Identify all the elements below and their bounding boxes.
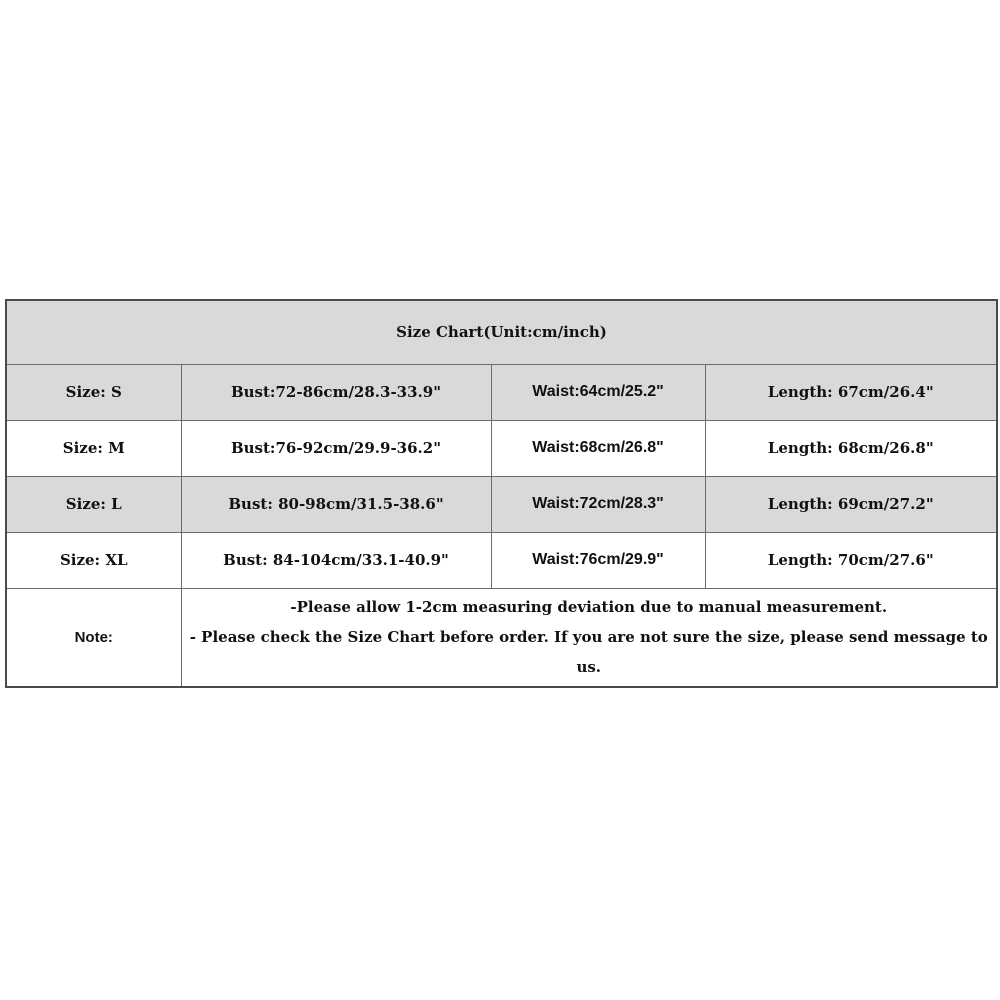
size-cell: Size: S: [6, 364, 181, 420]
note-line-2: - Please check the Size Chart before order. If you are not sure the size, please send message to us.: [189, 628, 988, 677]
length-cell: Length: 67cm/26.4": [705, 364, 997, 420]
bust-cell: Bust: 80-98cm/31.5-38.6": [181, 476, 491, 532]
size-cell: Size: M: [6, 420, 181, 476]
waist-cell: Waist:68cm/26.8": [491, 420, 705, 476]
note-row: [6, 588, 997, 687]
waist-cell: Waist:64cm/25.2": [491, 364, 705, 420]
table-row: [6, 364, 997, 420]
size-cell: Size: XL: [6, 532, 181, 588]
size-chart-title-row: [6, 300, 997, 364]
bust-cell: Bust:72-86cm/28.3-33.9": [181, 364, 491, 420]
size-cell: Size: L: [6, 476, 181, 532]
table-row: [6, 420, 997, 476]
length-cell: Length: 68cm/26.8": [705, 420, 997, 476]
waist-cell: Waist:76cm/29.9": [491, 532, 705, 588]
length-cell: Length: 69cm/27.2": [705, 476, 997, 532]
size-chart-table: [5, 299, 998, 688]
length-cell: Length: 70cm/27.6": [705, 532, 997, 588]
bust-cell: Bust: 84-104cm/33.1-40.9": [181, 532, 491, 588]
note-line-1: -Please allow 1-2cm measuring deviation due to manual measurement.: [290, 598, 888, 617]
size-chart-title: Size Chart(Unit:cm/inch): [6, 300, 997, 364]
note-text: [181, 588, 997, 687]
bust-cell: Bust:76-92cm/29.9-36.2": [181, 420, 491, 476]
table-row: [6, 476, 997, 532]
table-row: [6, 532, 997, 588]
waist-cell: Waist:72cm/28.3": [491, 476, 705, 532]
note-label: Note:: [6, 588, 181, 687]
